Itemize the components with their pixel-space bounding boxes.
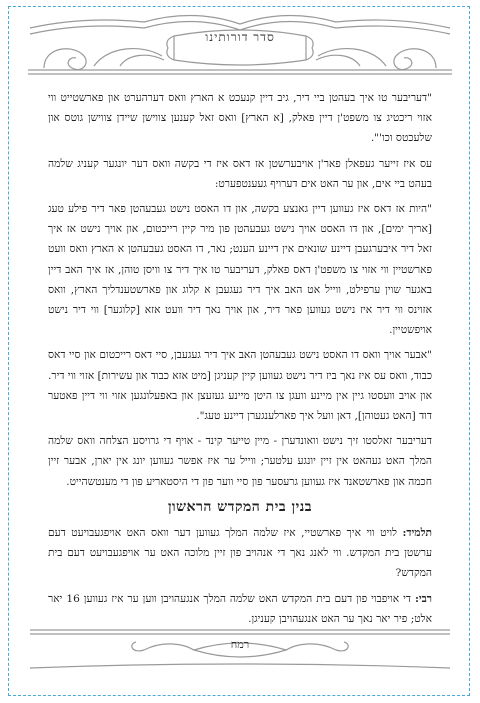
paragraph: "אבער אויך וואס דו האסט נישט געבעהטן האב איך דיר געגעבן, סיי דאס רייכטום און סיי דאס כבוד, וואס עס איז נאך ביז דיר נישט געווען קיין קעניגן [מיט אזא כבוד און עשירות] אזוי ווי דיר. און אויב וועסטו גיין אין מיינע וועגן צו היטן מיינע געזעצן און באפעלונגען אזוי ווי דיין פאטער דוד [האט געטוהן], דאן וועל איך פארלענגערן דיינע טעג".	[48, 349, 432, 423]
dialogue-text: די אויפבוי פון דעם בית המקדש האט שלמה המלך אנגעהויבן ווען ער איז געווען 16 יאר אלט; פיר יאר נאך ער האט אנגעהויבן קעניגן.	[48, 592, 432, 625]
dialogue-line	[48, 523, 432, 584]
speaker-label: רבי:	[414, 592, 432, 605]
page-body	[48, 88, 432, 634]
paragraph: "דעריבער טו איך בעהטן ביי דיר, גיב דיין קנעכט א הארץ וואס דערהערט און פארשטייט ווי אזוי ריכטיג צו משפט'ן דיין פאלק, [א הארץ] וואס זאל קענען צווישן שיידן צווישן גוטס און שלעכטס וכו'".	[48, 92, 432, 145]
speaker-label: תלמיד:	[402, 527, 432, 540]
running-title: סדר דורותינו	[205, 30, 275, 44]
paragraph: "היות אז דאס איז געווען דיין גאנצע בקשה, און דו האסט נישט געבעהטן פאר דיר פילע טעג [אריך ימים], און דו האסט אויך נישט געבעהטן פון מיר קיין רייכטום, און אויך נישט אז איך זאל דיר איבערגעבן דיינע שונאים אין דיינע הענט; נאר, דו האסט געבעהטן א הארץ וואס וועט פארשטיין ווי אזוי צו משפט'ן דאס פאלק, דעריבער טו איך דיר צו וויסן טוהן, אז איך האב דיין באגער שוין ערפילט, ווייל אט האב איך דיר געגעבן א קלוג און פארשטענדליך הארץ, וואס אזוינס ווי דיר איז נישט געווען פאר דיר, און אויך נאך דיר וועט אזא [קלוגער] ווי דיר נישט אויפשטיין.	[48, 203, 432, 337]
section-heading: בנין בית המקדש הראשון	[167, 498, 313, 515]
paragraph: דעריבער זאלסטו זיך נישט וואונדערן - מיין טייער קינד - אויף די גרויסע הצלחה וואס שלמה המלך האט געהאט אין זיין יונגע עלטער; ווייל ער איז אפשר געווען יונג אין יארן, אבער זיין חכמה און פארשטאנד איז געווען גרעסער פון סיי ווער פון די היסטאריע פון די מענטשהייט.	[48, 435, 432, 488]
page-number: רמח	[230, 638, 250, 651]
dialogue-text: לויט ווי איך פארשטיי, איז שלמה המלך געווען דער וואס האט אויפגעבויעט דעם ערשטן בית המקדש. ווי לאנג נאך די אנהויב פון זיין מלוכה האט ער אויפגעבויעט דעם בית המקדש?	[48, 527, 432, 580]
paragraph: עס איז זייער געפאלן פאר'ן אויבערשטן אז דאס איז די בקשה וואס דער יונגער קעניג שלמה בעהט ביי אים, און ער האט אים דערויף געענטפערט:	[48, 157, 432, 190]
